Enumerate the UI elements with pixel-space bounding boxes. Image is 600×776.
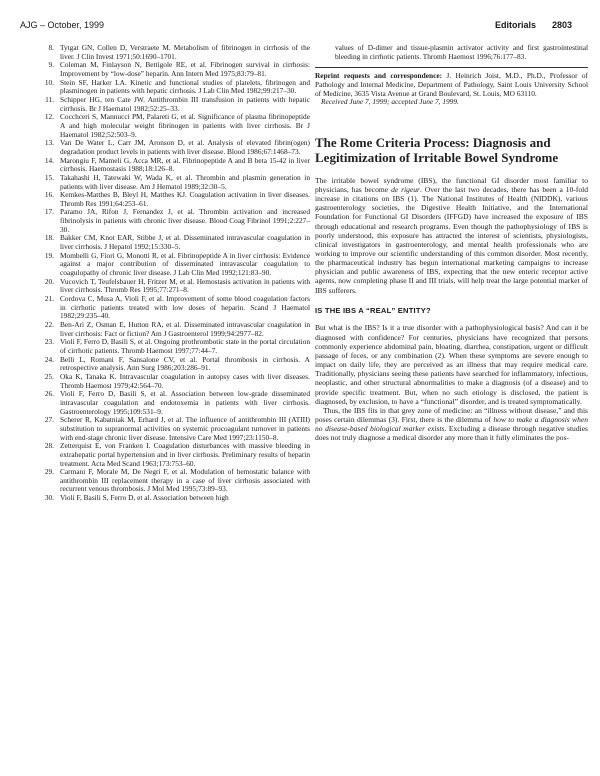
reference-number: 21. [44,294,54,304]
reference-number: 13. [44,138,54,148]
reference-item [40,373,310,390]
reference-number: 29. [44,467,54,477]
reference-number: 25. [44,371,54,381]
page-number: 2803 [551,20,572,30]
reference-number: 26. [44,389,54,399]
reference-text: Takahashi H, Tatewaki W, Wada K, et al. Thrombin and plasmin generation in patients with liver disease. Am J Hematol 1989;32:30–5. [60,172,310,191]
reference-item [40,356,310,373]
reference-text: Ben-Ari Z, Osman E, Hutton RA, et al. Disseminated intravascular coagulation in liver cirrhosis: Fact or fiction? Am J Gastroenterol 1999;94:2977–82. [60,320,310,338]
correspondence [315,72,588,98]
right-column [315,44,588,442]
reference-list [40,44,310,503]
correspondence-text: J. Heinrich Joist, M.D., Ph.D., Professor of Pathology and Internal Medicine, Department of Pathology, Saint Louis University School of Medicine, 3635 Vista Avenue at Grand Boulevard, St. Louis, MO 63110. [315,71,589,98]
reference-text: Belli L, Romani F, Sansalone CV, et al. Portal thrombosis in cirrhosis. A retrospective analysis. Ann Surg 1986;203:286–91. [60,354,310,373]
reference-text: Scherer R, Kabatniak M, Erhard J, et al. The influence of antithrombin III (ATIII) substitution to supranormal activities on systemic procoagulant turnover in patients with end-stage chronic liver disease. Intensive Care Med 1997;23:1150–8. [60,415,310,442]
reference-item [40,174,310,191]
reference-number: 9. [48,60,54,70]
body-paragraph-2: But what is the IBS? Is it a true disorder with a pathophysiological basis? And can it be diagnosed with confidence? For centuries, physicians have recognized that persons commonly experience abdominal pain, bloating, diarrhea, constipation, urgent or difficult passage of feces, or any combination (2). When these symptoms are severe enough to impact on daily life, they are perceived as an illness that may require medical care. Traditionally, physicians seeing these patients have searched for inflammatory, infectious, neoplastic, and other structural abnormalities to make a diagnosis (of a disease) and to provide specific treatment. But, when no such etiology is disclosed, the patient is diagnosed, by exclusion, to have a “functional” disorder, and is treated symptomatically. [315,323,588,406]
reference-text: Bakker CM, Knot EAR, Stibbe J, et al. Disseminated intravascular coagulation in liver cirrhosis. J Hepatol 1992;15:330–5. [60,233,310,252]
reference-item [40,191,310,208]
reference-number: 30. [44,493,54,503]
reference-text: Paramo JA, Rifon J, Fernandez J, et al. Thrombin activation and increased fibrinolysis in patients with chronic liver disease. Blood Coag Fibrinol 1991;2:227–30. [60,207,310,234]
reference-text: Cocchceri S, Mannucci PM, Palareti G, et al. Significance of plasma fibrinopeptide A and high molecular weight fibrinogen in patients with liver cirrhosis. Br J Haematol 1982;52:503–9. [60,112,310,139]
reference-text: Cordova C, Musa A, Violi F, et al. Improvement of some blood coagulation factors in cirrhotic patients treated with low doses of heparin. Scand J Haematol 1982;29:235–40. [60,294,310,321]
body-paragraph-1: The irritable bowel syndrome (IBS), the functional GI disorder most familiar to physicians, has become de rigeur. Over the last two decades, there has been a 10-fold increase in citations on IBS (1). The National Institutes of Health (NIDDK), various gastroenterology societies, the Digestive Health Initiative, and the International Foundation for Functional GI Disorders (IFFGD) have increased the exposure of IBS through educational and research programs. Even though the pathophysiology of IBS is poorly understood, this exposure has attracted the interest of scientists, physiologists, clinical investigators in gastroenterology, and mental health professionals who are working to improve our scientific understanding of this common disorder. Most recently, the pharmaceutical industry has begun international marketing campaigns to increase physician and public awareness of IBS, expecting that the new enteric receptor active agents, now completing phase II and III trials, will help treat the large potential market of IBS sufferers. [315,175,588,295]
reference-text: Van De Water L, Carr JM, Aronson D, et al. Analysis of elevated fibrin(ogen) degradation product levels in patients with liver disease. Blood 1986;67:1468–73. [60,138,310,156]
reference-item [40,44,310,61]
reference-number: 14. [44,155,54,165]
reference-item [40,338,310,355]
reference-number: 20. [44,276,54,286]
correspondence-label: Reprint requests and correspondence: [315,71,443,81]
reference-number: 24. [44,354,54,364]
reference-number: 28. [44,441,54,451]
reference-item [40,468,310,494]
reference-number: 17. [44,207,54,217]
divider [315,67,588,68]
reference-item [40,390,310,416]
reference-text: Schipper HG, ten Cate JW. Antithrombin III transfusion in patients with hepatic cirrhosis. Br J Haematol 1982;52:25–33. [60,94,310,113]
reference-text: Violi F, Basili S, Ferro D, et al. Association between high [60,493,229,503]
reference-item [40,321,310,338]
reference-item [40,442,310,468]
reference-item [40,157,310,174]
received-dates: Received June 7, 1999; accepted June 7, 1999. [321,97,459,107]
section-heading: IS THE IBS A “REAL” ENTITY? [315,305,431,315]
reference-text: Tytgat GN, Collen D, Verstraete M. Metabolism of fibrinogen in cirrhosis of the liver. J Clin Invest 1971;50:1690–1701. [60,43,310,61]
reference-text: Violi F, Ferro D, Basili S, et al. Ongoing prothrombotic state in the portal circulation of cirrhotic patients. Thromb Haemost 1997;77:44–7. [60,337,310,355]
reference-number: 22. [44,320,54,329]
reference-number: 12. [44,112,54,122]
reference-text: Zetterquist E, von Franken I. Coagulation disturbances with massive bleeding in extrahepatic portal hypertension and in liver cirrhosis. Preliminary results of heparin treatment. Acta Med Scand 1963;173:753–60. [60,441,310,468]
reference-number: 23. [44,337,54,347]
reference-text: Stein SF, Harker LA. Kinetic and functional studies of platelets, fibrinogen and plasminogen in patients with hepatic cirrhosis. J Lab Clin Med 1982;99:217–30. [60,77,310,96]
reference-number: 11. [45,94,54,104]
reference-continuation: values of D-dimer and tissue-plasmin activator activity and first gastrointestinal bleeding in cirrhotic patients. Thromb Haemost 1996;76:177–83. [335,43,588,61]
reference-text: Violi F, Ferro D, Basili S, et al. Association between low-grade disseminated intravascular coagulation and endotoxemia in patients with liver cirrhosis. Gastroenterology 1995;109:531–9. [60,389,310,416]
reference-number: 15. [44,172,54,182]
reference-text: Vucovich T, Teufelsbauer H, Fritzer M, et al. Hemostasis activation in patients with liver cirrhosis. Thromb Res 1995;77:271–8. [60,276,310,295]
reference-item [40,252,310,278]
reference-item [40,79,310,96]
reference-text: Coleman M, Finlayson N, Bettigole RE, et al. Fibrinogen survival in cirrhosis: Improvement by “low-dose” heparin. Ann Intern Med 1975;83:79–81. [60,60,310,78]
reference-text: Marongiu F, Mameli G, Acca MR, et al. Fibrinopeptide A and B beta 15-42 in liver cirrhosis. Haemostasis 1988;18:126–8. [60,155,310,174]
reference-item [40,234,310,251]
reference-item [40,416,310,442]
reference-item [40,208,310,234]
section-name: Editorials [494,20,536,30]
reference-number: 19. [44,250,54,260]
reference-number: 8. [48,43,54,52]
reference-item [40,494,310,503]
running-header [20,20,572,34]
reference-number: 16. [44,190,54,200]
reference-number: 27. [44,415,54,425]
reference-text: Carmani F, Morale M, De Negri F, et al. Modulation of hemostatic balance with antithrombin III replacement therapy in a case of liver cirrhosis associated with recurrent venous thrombosis. J Mol Med 1995;73:89–93. [60,467,310,494]
reference-item [40,278,310,295]
reference-item [40,295,310,321]
reference-item [40,96,310,113]
reference-item [40,113,310,139]
reference-item [40,139,310,156]
reference-text: Kemkes-Matthes B, Bleyl H, Matthes KJ. Coagulation activation in liver diseases. Thromb Res 1991;64:253–61. [60,190,310,208]
body-paragraph-3: Thus, the IBS fits in that grey zone of medicine: an “illness without disease,” and this poses certain dilemmas (3). First, there is the dilemma of how to make a diagnosis when no disease-based biological marker exists. Excluding a disease through negative studies does not truly diagnose a medical disorder any more than it fully eliminates the pos- [315,405,588,443]
reference-number: 18. [44,233,54,243]
article-title: The Rome Criteria Process: Diagnosis and Legitimization of Irritable Bowel Syndrome [315,134,559,166]
reference-text: Mombelli G, Fiori G, Monotti R, et al. Fibrinopeptide A in liver cirrhosis: Evidence against a major contribution of disseminated intravascular coagulation to coagulopathy of chronic liver disease. J Lab Clin Med 1992;121:83–90. [60,250,310,278]
reference-number: 10. [44,77,54,87]
reference-text: Oka K, Tanaka K. Intravascular coagulation in autopsy cases with liver diseases. Thromb Haemost 1979;42:564–70. [60,371,310,390]
reference-item [40,61,310,78]
journal-date: AJG – October, 1999 [20,20,105,30]
